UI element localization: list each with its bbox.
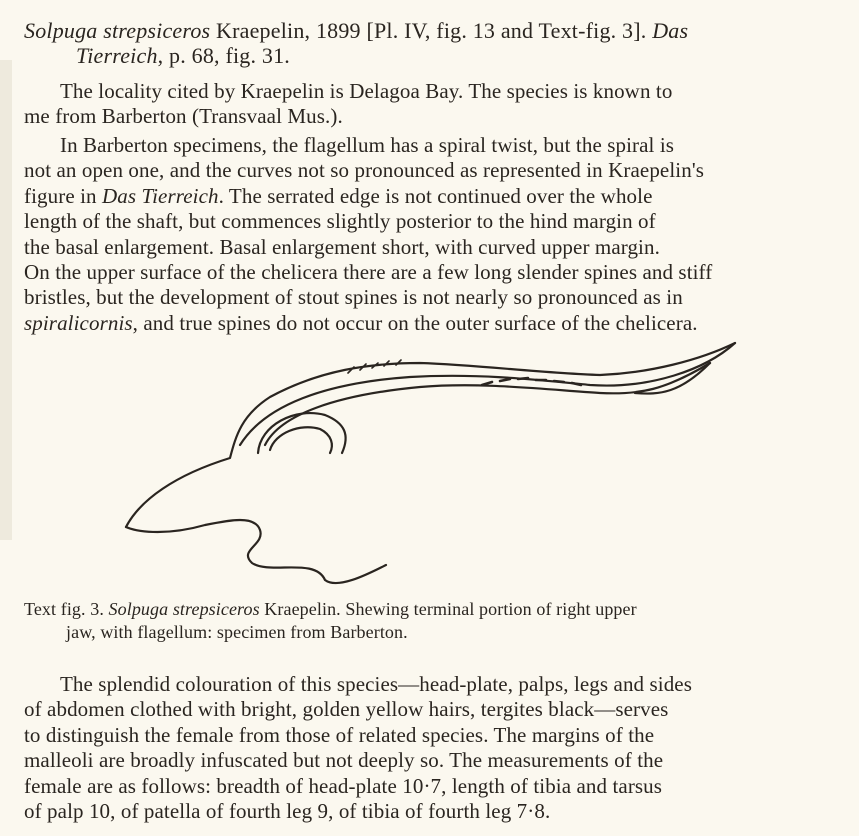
serrated-edge — [348, 360, 401, 373]
text-span: . The serrated edge is not continued over the whole — [218, 183, 653, 208]
text-line: In Barberton specimens, the flagellum has a spiral twist, but the spiral is — [60, 133, 675, 157]
paragraph-description — [24, 133, 839, 336]
text-line: bristles, but the development of stout spines is not nearly so pronounced as in — [24, 285, 683, 310]
species-name: Solpuga strepsiceros — [24, 18, 211, 43]
page-reference: , p. 68, fig. 31. — [157, 43, 290, 68]
flagellum-upper — [240, 343, 735, 445]
caption-line-1 — [24, 598, 839, 621]
lower-jaw-outline — [126, 520, 386, 583]
text-line: The locality cited by Kraepelin is Delagoa Bay. The species is known to — [60, 79, 673, 103]
page-margin-shade — [0, 60, 12, 540]
text-line: to distinguish the female from those of related species. The margins of the — [24, 722, 655, 747]
jaw-outline — [126, 343, 735, 527]
text-line: female are as follows: breadth of head-plate 10·7, length of tibia and tarsus — [24, 773, 663, 798]
das-word: Das — [652, 18, 689, 43]
text-span: , and true spines do not occur on the outer surface of the chelicera. — [132, 310, 698, 335]
tierreich-word: Tierreich — [76, 43, 158, 68]
citation: Kraepelin, 1899 [Pl. IV, fig. 13 and Text-fig. 3]. — [210, 18, 653, 43]
text-line: the basal enlargement. Basal enlargement short, with curved upper margin. — [24, 234, 660, 259]
text-line: of palp 10, of patella of fourth leg 9, of tibia of fourth leg 7·8. — [24, 799, 551, 824]
text-span: Kraepelin. Shewing terminal portion of right upper — [259, 599, 637, 619]
basal-enlargement-inner — [270, 427, 332, 453]
text-line: me from Barberton (Transvaal Mus.). — [24, 104, 343, 129]
text-line — [24, 184, 839, 209]
paragraph-colouration — [24, 672, 839, 824]
caption-species: Solpuga strepsiceros — [108, 599, 260, 619]
figure-caption — [24, 598, 839, 644]
flagellum-curl — [635, 363, 710, 394]
flagellum-figure — [120, 335, 740, 590]
flagellum-lower — [265, 363, 710, 445]
heading-line-2 — [24, 43, 849, 68]
paragraph-locality — [24, 79, 839, 130]
das-tierreich-italic: Das Tierreich — [101, 183, 219, 208]
text-line: not an open one, and the curves not so pronounced as represented in Kraepelin's — [24, 158, 704, 183]
text-line: malleoli are broadly infuscated but not deeply so. The measurements of the — [24, 748, 664, 773]
text-line: length of the shaft, but commences slightly posterior to the hind margin of — [24, 209, 656, 234]
text-line — [24, 311, 839, 336]
text-line: On the upper surface of the chelicera there are a few long slender spines and stiff — [24, 260, 713, 285]
heading-line-1 — [24, 18, 849, 43]
text-line: The splendid colouration of this species—head-plate, palps, legs and sides — [60, 672, 692, 696]
text-line: of abdomen clothed with bright, golden yellow hairs, tergites black—serves — [24, 697, 669, 722]
caption-label: Text fig. 3. — [24, 599, 109, 619]
species-heading — [24, 18, 849, 68]
caption-line-2: jaw, with flagellum: specimen from Barberton. — [66, 622, 408, 642]
spiralicornis-italic: spiralicornis — [24, 310, 133, 335]
text-span: figure in — [24, 183, 102, 208]
